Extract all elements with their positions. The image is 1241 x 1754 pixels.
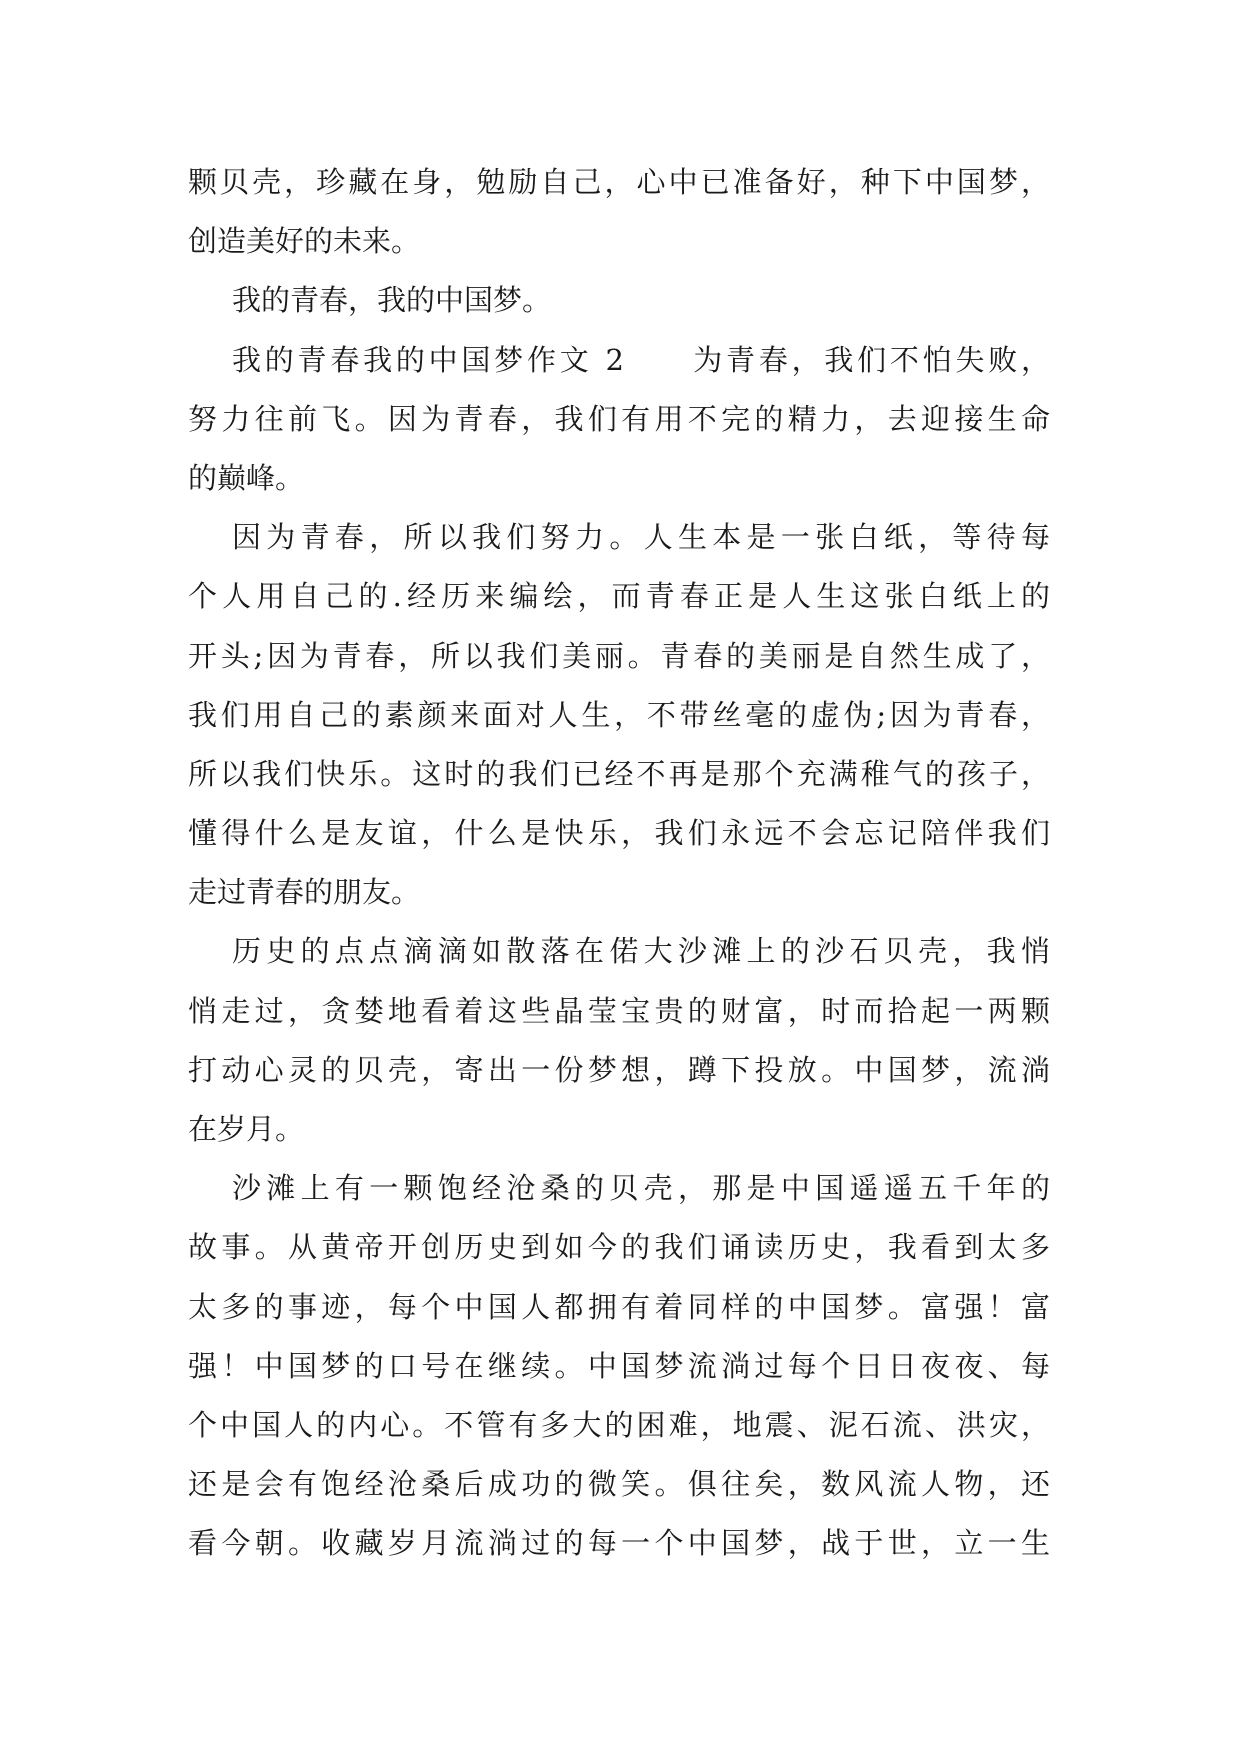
text-line: 走过青春的朋友。 [188, 875, 421, 910]
body-text [188, 153, 1050, 1574]
text-line: 个人用自己的.经历来编绘，而青春正是人生这张白纸上的 [188, 579, 1050, 614]
text-line: 强！中国梦的口号在继续。中国梦流淌过每个日日夜夜、每 [188, 1348, 1050, 1383]
text-line: 历史的点点滴滴如散落在偌大沙滩上的沙石贝壳，我悄 [232, 934, 1050, 969]
text-line: 在岁月。 [188, 1112, 305, 1146]
paragraph [188, 922, 1050, 1159]
paragraph [188, 271, 1050, 330]
text-line: 努力往前飞。因为青春，我们有用不完的精力，去迎接生命 [188, 401, 1050, 436]
text-line: 创造美好的未来。 [188, 224, 421, 259]
paragraph [188, 508, 1050, 922]
text-line: 个中国人的内心。不管有多大的困难，地震、泥石流、洪灾， [188, 1407, 1050, 1442]
text-line: 故事。从黄帝开创历史到如今的我们诵读历史，我看到太多 [188, 1230, 1050, 1265]
text-line: 的巅峰。 [188, 460, 305, 495]
text-line: 沙滩上有一颗饱经沧桑的贝壳，那是中国遥遥五千年的 [232, 1171, 1050, 1206]
text-line: 开头;因为青春，所以我们美丽。青春的美丽是自然生成了， [188, 638, 1050, 673]
text-line: 悄走过，贪婪地看着这些晶莹宝贵的财富，时而拾起一两颗 [188, 993, 1050, 1028]
paragraph [188, 153, 1050, 271]
text-line: 我们用自己的素颜来面对人生，不带丝毫的虚伪;因为青春， [188, 697, 1050, 732]
text-line: 我的青春我的中国梦作文 2 为青春，我们不怕失败， [232, 342, 1050, 377]
text-line: 因为青春，所以我们努力。人生本是一张白纸，等待每 [232, 520, 1050, 555]
text-line: 所以我们快乐。这时的我们已经不再是那个充满稚气的孩子， [188, 756, 1050, 791]
text-line: 太多的事迹，每个中国人都拥有着同样的中国梦。富强！富 [188, 1289, 1050, 1324]
text-line: 我的青春，我的中国梦。 [232, 283, 552, 318]
paragraph [188, 1159, 1050, 1573]
text-line: 颗贝壳，珍藏在身，勉励自己，心中已准备好，种下中国梦， [188, 165, 1050, 199]
text-line: 看今朝。收藏岁月流淌过的每一个中国梦，战于世，立一生 [188, 1526, 1050, 1561]
paragraph [188, 331, 1050, 509]
text-line: 打动心灵的贝壳，寄出一份梦想，蹲下投放。中国梦，流淌 [188, 1052, 1050, 1087]
text-line: 还是会有饱经沧桑后成功的微笑。俱往矣，数风流人物，还 [188, 1467, 1050, 1502]
text-line: 懂得什么是友谊，什么是快乐，我们永远不会忘记陪伴我们 [188, 816, 1050, 851]
